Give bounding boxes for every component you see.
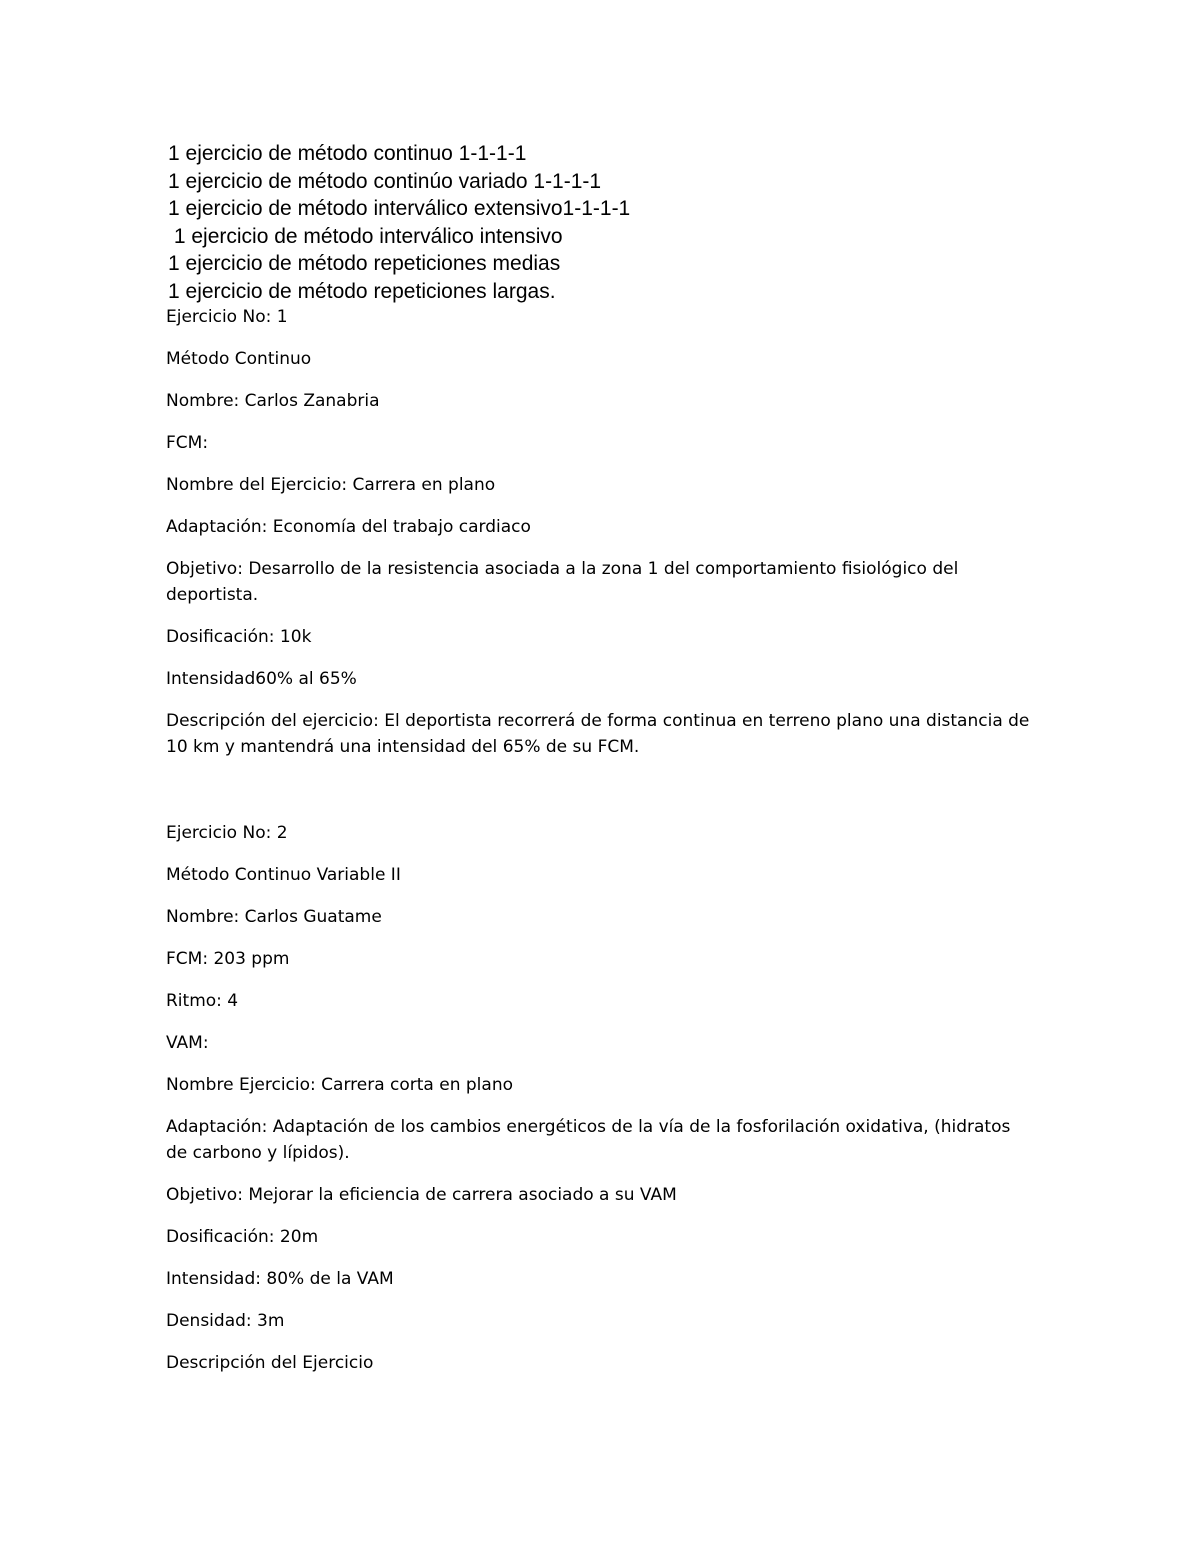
exercise2-adaptation: Adaptación: Adaptación de los cambios energéticos de la vía de la fosforilación oxidativa, (hidratos de carbono y lípidos). [166, 1117, 1011, 1163]
intro-line: 1 ejercicio de método repeticiones medias [168, 252, 561, 275]
exercise1-dosage: Dosificación: 10k [166, 627, 312, 647]
exercise1-method: Método Continuo [166, 349, 312, 369]
exercise2-rhythm: Ritmo: 4 [166, 991, 239, 1011]
exercise1-number: Ejercicio No: 1 [166, 307, 288, 327]
exercise2-number: Ejercicio No: 2 [166, 823, 288, 843]
exercise2-dosage: Dosificación: 20m [166, 1227, 319, 1247]
exercise2-exercise-name: Nombre Ejercicio: Carrera corta en plano [166, 1075, 514, 1095]
exercises-content [166, 304, 1036, 1392]
exercise1-description: Descripción del ejercicio: El deportista recorrerá de forma continua en terreno plano una distancia de 10 km y mantendrá una intensidad del 65% de su FCM. [166, 711, 1030, 757]
intro-line: 1 ejercicio de método interválico intensivo [168, 224, 563, 248]
intro-list [168, 140, 1068, 305]
exercise2-name: Nombre: Carlos Guatame [166, 907, 382, 927]
exercise2-intensity: Intensidad: 80% de la VAM [166, 1269, 394, 1289]
intro-line: 1 ejercicio de método repeticiones largas. [168, 279, 556, 303]
exercise2-objective: Objetivo: Mejorar la eficiencia de carrera asociado a su VAM [166, 1185, 677, 1205]
exercise2-vam: VAM: [166, 1033, 209, 1053]
exercise1-name: Nombre: Carlos Zanabria [166, 391, 380, 411]
section-spacer [166, 776, 1036, 820]
exercise2-description: Descripción del Ejercicio [166, 1353, 374, 1373]
exercise1-fcm: FCM: [166, 433, 209, 453]
exercise1-exercise-name: Nombre del Ejercicio: Carrera en plano [166, 475, 496, 495]
exercise2-method: Método Continuo Variable II [166, 865, 401, 885]
exercise2-fcm: FCM: 203 ppm [166, 949, 290, 969]
intro-line: 1 ejercicio de método interválico extensivo1-1-1-1 [168, 197, 631, 220]
intro-line: 1 ejercicio de método continuo 1-1-1-1 [168, 142, 527, 165]
exercise1-intensity: Intensidad60% al 65% [166, 669, 357, 689]
exercise2-density: Densidad: 3m [166, 1311, 285, 1331]
exercise1-adaptation: Adaptación: Economía del trabajo cardiaco [166, 517, 531, 537]
exercise1-objective: Objetivo: Desarrollo de la resistencia asociada a la zona 1 del comportamiento fisiológico del deportista. [166, 559, 959, 605]
intro-line: 1 ejercicio de método continúo variado 1-1-1-1 [168, 169, 602, 193]
